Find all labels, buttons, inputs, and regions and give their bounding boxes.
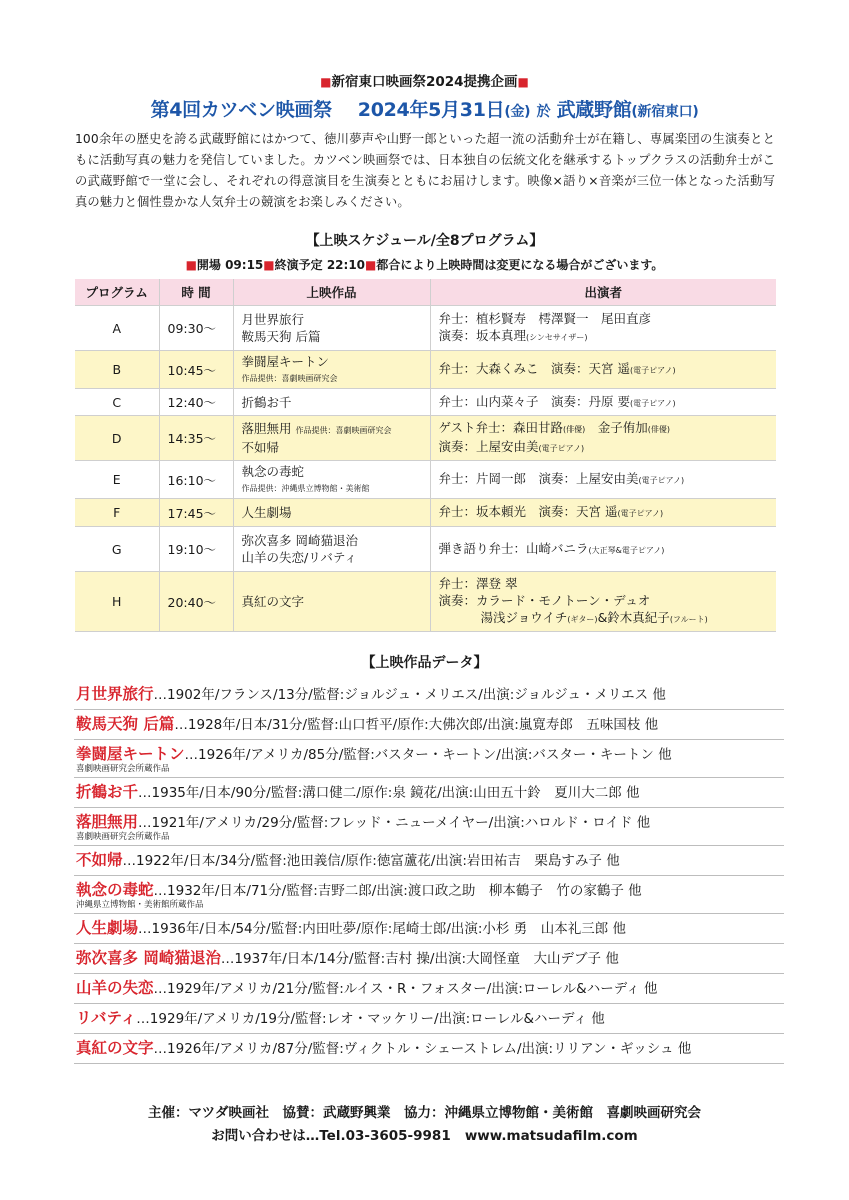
film-title: 鞍馬天狗 后篇 xyxy=(241,329,321,344)
program-time: 20:40～ xyxy=(159,572,233,632)
program-films xyxy=(233,572,430,632)
schedule-row-f xyxy=(75,499,776,527)
film-entry xyxy=(74,914,784,944)
schedule-note xyxy=(0,256,849,273)
film-credit: 作品提供：喜劇映画研究会 xyxy=(241,373,338,383)
performer-line: 演奏：上屋安由美 xyxy=(438,439,539,454)
film-title: 真紅の文字 xyxy=(241,594,305,609)
schedule-row-c xyxy=(75,389,776,416)
film-entry-info: …1922年/日本/34分/監督:池田義信/原作:徳富蘆花/出演:岩田祐吉 栗島すみ子 他 xyxy=(122,853,620,869)
film-title: 月世界旅行 xyxy=(241,312,305,327)
performer-line: 弁士：大森くみこ 演奏：天宮 遥 xyxy=(438,361,630,376)
instrument-note: (ギター) xyxy=(567,615,598,624)
film-entry-note: 喜劇映画研究会所蔵作品 xyxy=(76,832,170,842)
instrument-note: (大正琴&電子ピアノ) xyxy=(588,545,665,555)
change-notice: 都合により上映時間は変更になる場合がございます。 xyxy=(376,258,664,272)
program-performers xyxy=(430,389,776,416)
festival-name: 第4回カツベン映画祭 xyxy=(150,99,332,121)
film-entry xyxy=(74,876,784,914)
film-title: 弥次喜多 岡崎猫退治 xyxy=(241,533,358,548)
program-time: 14:35～ xyxy=(159,416,233,461)
program-films xyxy=(233,416,430,461)
performer-line: 金子侑加 xyxy=(585,420,648,435)
film-title: 人生劇場 xyxy=(241,505,292,520)
film-entry-info: …1937年/日本/14分/監督:吉村 操/出演:大岡怪童 大山デブ子 他 xyxy=(220,951,619,967)
performer-line: 弁士：澤登 翠 xyxy=(438,576,518,591)
col-header-time: 時 間 xyxy=(159,279,233,306)
intro-paragraph: 100余年の歴史を誇る武蔵野館にはかつて、徳川夢声や山野一郎といった超一流の活動弁士が在籍し、専属楽団の生演奏とともに活動写真の魅力を発信していました。カツベン映画祭では、日本独自の伝統文化を継承するトップクラスの活動弁士がこの武蔵野館で一堂に会し、それぞれの得意演目を生演奏とともにお届けします。映像×語り×音楽が三位一体となった活動写真の魅力と個性豊かな人気弁士の競演をお楽しみください。 xyxy=(75,132,775,209)
kicker-text: 新宿東口映画祭2024提携企画 xyxy=(331,74,518,90)
program-time: 12:40～ xyxy=(159,389,233,416)
film-entry xyxy=(74,808,784,846)
festival-venue: 武蔵野館 xyxy=(556,99,632,121)
film-entry-note: 喜劇映画研究会所蔵作品 xyxy=(76,764,170,774)
film-title: 折鶴お千 xyxy=(241,394,292,410)
festival-date: 2024年5月31日 xyxy=(357,99,505,121)
program-code: F xyxy=(75,499,159,527)
film-entry xyxy=(74,846,784,876)
film-entry-title: 拳闘屋キートン xyxy=(76,745,185,763)
film-entry-info: …1928年/日本/31分/監督:山口哲平/原作:大佛次郎/出演:嵐寛寿郎 五味国枝 他 xyxy=(174,717,659,733)
festival-day: (金) xyxy=(504,104,531,120)
instrument-note: (シンセサイザー) xyxy=(526,333,588,342)
film-entry-title: 落胆無用 xyxy=(76,813,139,831)
schedule-row-g xyxy=(75,527,776,572)
film-entry xyxy=(74,740,784,778)
instrument-note: (電子ピアノ) xyxy=(538,444,585,453)
film-entry-title: 真紅の文字 xyxy=(76,1039,154,1057)
footer-contact xyxy=(0,1124,849,1144)
schedule-row-h xyxy=(75,572,776,632)
performer-line: 演奏：坂本真理 xyxy=(438,328,527,343)
performer-line: 弁士：坂本頼光 演奏：天宮 遥 xyxy=(438,504,618,519)
film-entry-title: 山羊の失恋 xyxy=(76,979,154,997)
red-square-icon: ■ xyxy=(185,258,197,272)
film-credit: 作品提供：沖縄県立博物館・美術館 xyxy=(241,483,370,493)
performer-line: 演奏：カラード・モノトーン・デュオ xyxy=(438,593,651,608)
program-performers xyxy=(430,351,776,389)
performer-line: 湯浅ジョウイチ xyxy=(480,610,568,625)
red-square-icon: ■ xyxy=(320,75,332,89)
film-title: 山羊の失恋/リバティ xyxy=(241,550,357,565)
program-films xyxy=(233,527,430,572)
program-performers xyxy=(430,527,776,572)
schedule-row-d xyxy=(75,416,776,461)
film-entry-info: …1921年/アメリカ/29分/監督:フレッド・ニューメイヤー/出演:ハロルド・ロイド 他 xyxy=(138,815,651,831)
program-films xyxy=(233,351,430,389)
film-data-title: 【上映作品データ】 xyxy=(361,655,488,671)
performer-note: (俳優) xyxy=(563,425,586,434)
performer-line: 弁士：山内菜々子 演奏：丹原 要 xyxy=(438,393,630,409)
program-films xyxy=(233,389,430,416)
kicker xyxy=(0,70,849,90)
instrument-note: (電子ピアノ) xyxy=(638,476,685,485)
film-entry-info: …1902年/フランス/13分/監督:ジョルジュ・メリエス/出演:ジョルジュ・メリエス 他 xyxy=(153,687,666,703)
film-credit: 作品提供：喜劇映画研究会 xyxy=(295,426,392,435)
film-entry-title: 人生劇場 xyxy=(76,919,139,937)
program-code: C xyxy=(75,389,159,416)
film-entry xyxy=(74,710,784,740)
program-code: G xyxy=(75,527,159,572)
col-header-performers: 出演者 xyxy=(430,279,776,306)
end-time: 終演予定 22:10 xyxy=(274,258,366,272)
website-link[interactable]: www.matsudafilm.com xyxy=(464,1128,638,1144)
open-time: 開場 09:15 xyxy=(196,258,264,272)
contact-phone: お問い合わせは…Tel.03-3605-9981 xyxy=(211,1128,451,1144)
red-square-icon: ■ xyxy=(365,258,377,272)
schedule-row-e xyxy=(75,461,776,499)
film-title: 執念の毒蛇 xyxy=(241,463,305,479)
film-title: 不如帰 xyxy=(241,440,280,455)
festival-title xyxy=(0,95,849,122)
performer-line: &鈴木真紀子 xyxy=(597,610,670,625)
film-entry-note: 沖縄県立博物館・美術館所蔵作品 xyxy=(76,900,204,910)
festival-venue-sub: (新宿東口) xyxy=(631,104,699,120)
film-entry xyxy=(74,680,784,710)
film-entry-info: …1932年/日本/71分/監督:吉野二郎/出演:渡口政之助 柳本鶴子 竹の家鶴子 他 xyxy=(153,883,642,899)
program-code: A xyxy=(75,306,159,351)
program-code: H xyxy=(75,572,159,632)
performer-line: ゲスト弁士：森田甘路 xyxy=(438,420,564,435)
col-header-films: 上映作品 xyxy=(233,279,430,306)
film-entry-info: …1935年/日本/90分/監督:溝口健二/原作:泉 鏡花/出演:山田五十鈴 夏川大二郎 他 xyxy=(138,785,640,801)
program-time: 16:10～ xyxy=(159,461,233,499)
program-time: 17:45～ xyxy=(159,499,233,527)
film-entry-info: …1929年/アメリカ/19分/監督:レオ・マッケリー/出演:ローレル&ハーディ 他 xyxy=(136,1011,605,1027)
film-entry-title: 不如帰 xyxy=(76,851,123,869)
film-data-list xyxy=(74,680,784,1064)
instrument-note: (電子ピアノ) xyxy=(629,366,676,375)
program-films xyxy=(233,499,430,527)
performer-line: 弁士：植杉賢寿 樗澤賢一 尾田直彦 xyxy=(438,311,652,326)
film-title: 落胆無用 xyxy=(241,421,292,436)
instrument-note: (フルート) xyxy=(669,615,708,624)
film-entry-info: …1929年/アメリカ/21分/監督:ルイス・R・フォスター/出演:ローレル&ハーディ 他 xyxy=(153,981,658,997)
program-performers xyxy=(430,306,776,351)
program-performers xyxy=(430,572,776,632)
film-title: 拳闘屋キートン xyxy=(241,353,330,369)
program-time: 09:30～ xyxy=(159,306,233,351)
film-entry-title: 鞍馬天狗 后篇 xyxy=(76,715,175,733)
schedule-row-b xyxy=(75,351,776,389)
program-performers xyxy=(430,461,776,499)
film-entry xyxy=(74,1004,784,1034)
instrument-note: (電子ピアノ) xyxy=(617,509,664,518)
red-square-icon: ■ xyxy=(263,258,275,272)
film-entry-title: 弥次喜多 岡崎猫退治 xyxy=(76,949,221,967)
film-entry-info: …1926年/アメリカ/85分/監督:バスター・キートン/出演:バスター・キートン 他 xyxy=(184,747,672,763)
film-entry-title: リバティ xyxy=(76,1009,137,1027)
program-code: B xyxy=(75,351,159,389)
film-entry xyxy=(74,944,784,974)
film-entry xyxy=(74,974,784,1004)
program-performers xyxy=(430,416,776,461)
schedule-title: 【上映スケジュール/全8プログラム】 xyxy=(305,233,544,249)
schedule-table xyxy=(75,279,776,632)
performer-note: (俳優) xyxy=(647,425,671,434)
film-entry-title: 折鶴お千 xyxy=(76,783,139,801)
red-square-icon: ■ xyxy=(517,75,529,89)
program-films xyxy=(233,461,430,499)
performer-line: 弁士：片岡一郎 演奏：上屋安由美 xyxy=(438,471,639,486)
instrument-note: (電子ピアノ) xyxy=(629,398,676,408)
film-entry xyxy=(74,778,784,808)
film-entry-title: 執念の毒蛇 xyxy=(76,881,154,899)
film-entry-title: 月世界旅行 xyxy=(76,685,154,703)
program-films xyxy=(233,306,430,351)
performer-line: 弾き語り弁士：山崎バニラ xyxy=(438,540,589,556)
festival-at: 於 xyxy=(536,104,551,120)
film-entry-info: …1926年/アメリカ/87分/監督:ヴィクトル・シェーストレム/出演:リリアン・ギッシュ 他 xyxy=(153,1041,692,1057)
program-code: E xyxy=(75,461,159,499)
schedule-row-a xyxy=(75,306,776,351)
film-entry-info: …1936年/日本/54分/監督:内田吐夢/原作:尾崎士郎/出演:小杉 勇 山本礼三郎 他 xyxy=(138,921,627,937)
footer-organizers: 主催：マツダ映画社 協賛：武蔵野興業 協力：沖縄県立博物館・美術館 喜劇映画研究会 xyxy=(148,1105,701,1121)
film-entry xyxy=(74,1034,784,1064)
program-code: D xyxy=(75,416,159,461)
program-time: 10:45～ xyxy=(159,351,233,389)
program-time: 19:10～ xyxy=(159,527,233,572)
col-header-program: プログラム xyxy=(75,279,159,306)
program-performers xyxy=(430,499,776,527)
